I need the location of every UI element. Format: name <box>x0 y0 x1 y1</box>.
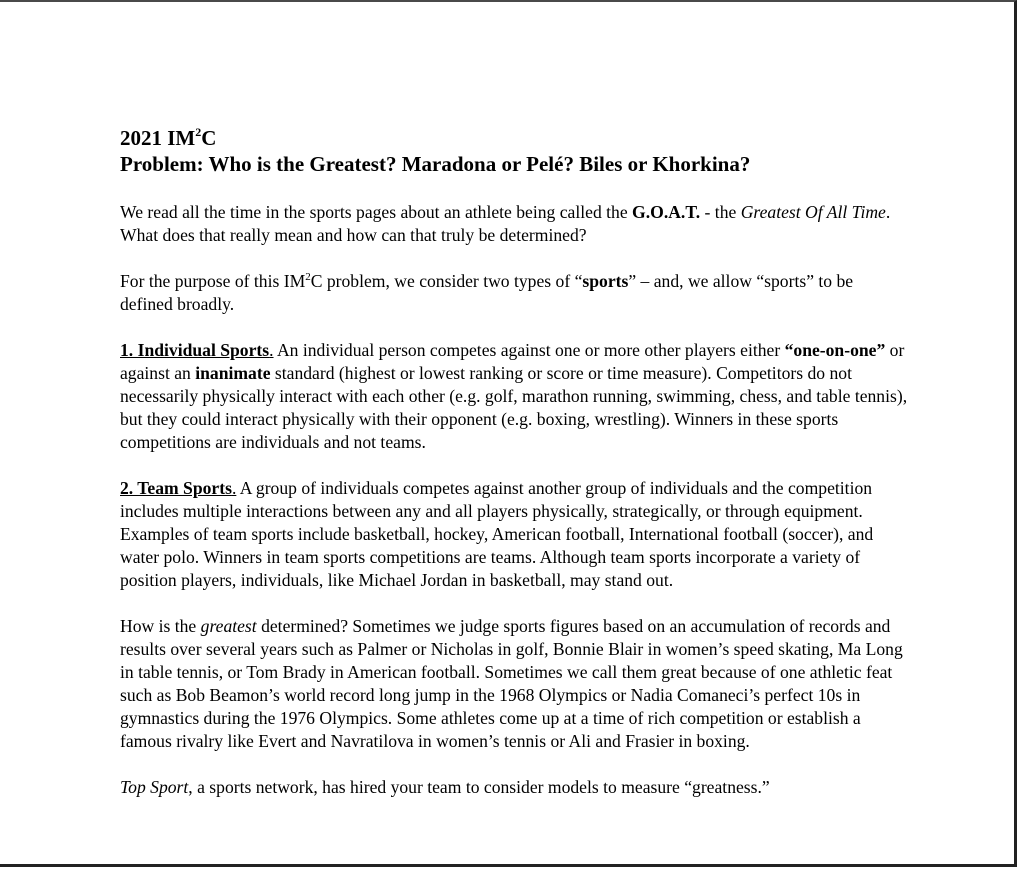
sports-term: sports <box>582 271 629 291</box>
text-run: or against an <box>120 340 905 383</box>
text-run: - the <box>700 202 741 222</box>
inanimate-term: inanimate <box>195 363 271 383</box>
text-run: For the purpose of this IM <box>120 271 306 291</box>
section-heading-team-sports: 2. Team Sports <box>120 478 232 498</box>
top-sport-name: Top Sport <box>120 777 189 797</box>
goat-term: G.O.A.T. <box>632 202 701 222</box>
greatest-of-all-time-term: Greatest Of All Time <box>740 202 886 222</box>
text-run: . What does that really mean and how can that truly be determined? <box>120 202 891 245</box>
paragraph-intro <box>120 201 910 247</box>
title-line-year <box>120 125 910 151</box>
document-title <box>120 125 910 177</box>
one-on-one-term: “one-on-one” <box>784 340 886 360</box>
title-superscript: 2 <box>195 125 202 139</box>
title-suffix: C <box>201 126 217 150</box>
document-body <box>120 125 910 822</box>
text-run: An individual person competes against one or more other players either <box>273 340 785 360</box>
paragraph-purpose <box>120 270 910 316</box>
paragraph-team-sports <box>120 477 910 592</box>
section-heading-individual-sports: 1. Individual Sports <box>120 340 270 360</box>
text-run: standard (highest or lowest ranking or score or time measure). Competitors do not necessarily physically interact with each other (e.g. golf, marathon running, swimming, chess, and table tennis), but they could interact physically with their opponent (e.g. boxing, wrestling). Winners in these sports competitions are individuals and not teams. <box>120 363 908 452</box>
paragraph-greatest <box>120 615 910 753</box>
greatest-term: greatest <box>200 616 257 636</box>
text-run: determined? Sometimes we judge sports figures based on an accumulation of records and results over several years such as Palmer or Nicholas in golf, Bonnie Blair in women’s speed skating, Ma Long in table tennis, or Tom Brady in American football. Sometimes we call them great because of one athletic feat such as Bob Beamon’s world record long jump in the 1968 Olympics or Nadia Comaneci’s perfect 10s in gymnastics during the 1976 Olympics. Some athletes come up at a time of rich competition or establish a famous rivalry like Evert and Navratilova in women’s tennis or Ali and Frasier in boxing. <box>120 616 903 751</box>
text-run: C problem, we consider two types of “ <box>310 271 583 291</box>
superscript: 2 <box>305 271 311 284</box>
text-run: How is the <box>120 616 201 636</box>
title-line-problem: Problem: Who is the Greatest? Maradona or Pelé? Biles or Khorkina? <box>120 152 751 176</box>
text-run: A group of individuals competes against another group of individuals and the competition includes multiple interactions between any and all players physically, strategically, or through equipment. Examples of team sports include basketball, hockey, American football, International football (soccer), and water polo. Winners in team sports competitions are teams. Although team sports incorporate a variety of position players, individuals, like Michael Jordan in basketball, may stand out. <box>120 478 874 590</box>
text-run: ” – and, we allow “sports” to be defined broadly. <box>120 271 854 314</box>
paragraph-top-sport <box>120 776 910 799</box>
heading-period: . <box>269 340 274 360</box>
text-run: We read all the time in the sports pages about an athlete being called the <box>120 202 633 222</box>
title-year-text: 2021 IM <box>120 126 196 150</box>
text-run: , a sports network, has hired your team to consider models to measure “greatness.” <box>188 777 770 797</box>
heading-period: . <box>231 478 237 498</box>
paragraph-individual-sports <box>120 339 910 454</box>
